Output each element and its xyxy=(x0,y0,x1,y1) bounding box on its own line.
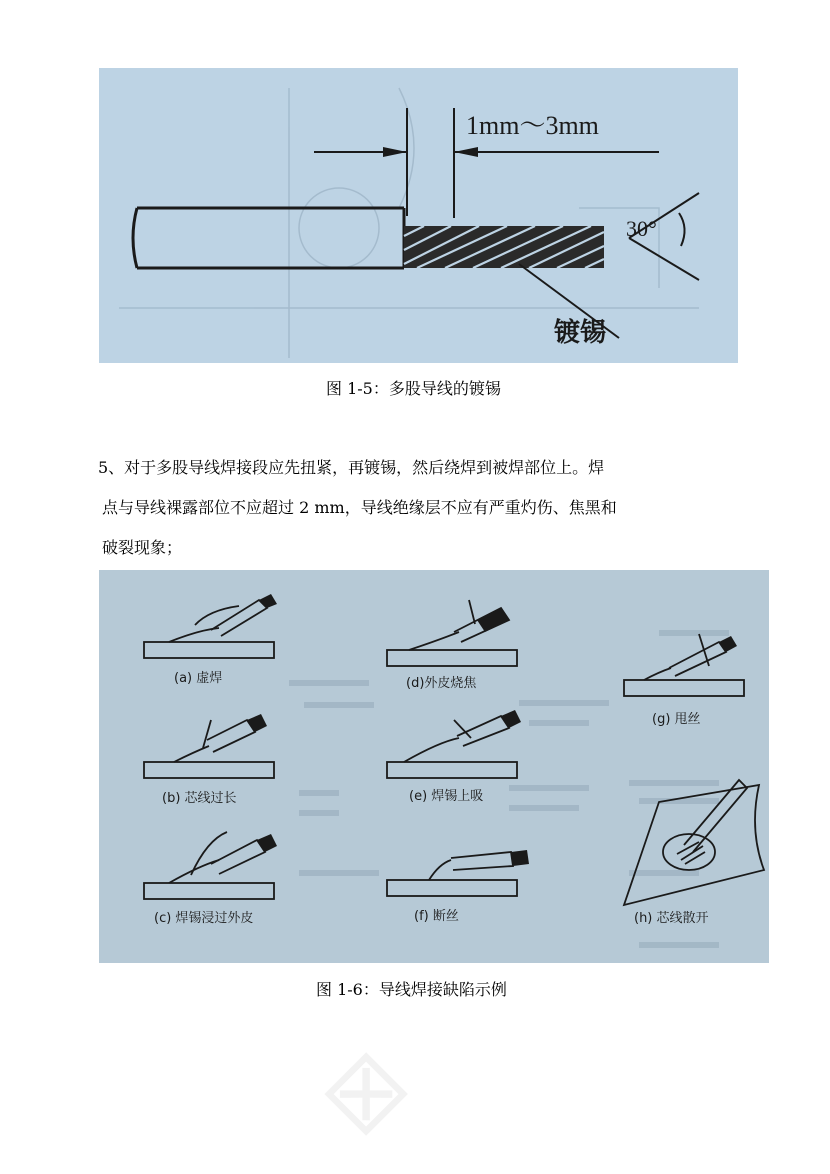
paragraph-line: 破裂现象； xyxy=(102,538,183,557)
panel-g-label: (g) 甩丝 xyxy=(652,712,701,727)
wire-tinning-diagram xyxy=(99,68,738,363)
watermark: ⊠ xyxy=(303,1028,432,1157)
panel-f-label: (f) 断丝 xyxy=(414,909,459,924)
angle-label: 30° xyxy=(626,216,657,241)
dimension-label: 1mm～3mm xyxy=(466,111,599,140)
paragraph-line: 点与导线裸露部位不应超过 2 mm，导线绝缘层不应有严重灼伤、焦黑和 xyxy=(102,498,617,517)
panel-d-label: (d)外皮烧焦 xyxy=(406,676,477,691)
welding-defects-diagram xyxy=(99,570,769,963)
panel-a-label: (a) 虚焊 xyxy=(174,671,223,686)
tin-label: 镀锡 xyxy=(554,318,607,348)
figure-1-5-caption: 图 1-5：多股导线的镀锡 xyxy=(326,379,501,398)
figure-1-6-caption: 图 1-6：导线焊接缺陷示例 xyxy=(316,980,507,999)
paragraph-line: 5、对于多股导线焊接段应先扭紧，再镀锡，然后绕焊到被焊部位上。焊 xyxy=(98,458,605,477)
panel-b-label: (b) 芯线过长 xyxy=(162,791,237,806)
panel-h-label: (h) 芯线散开 xyxy=(634,911,709,926)
welding-defects-figure xyxy=(99,570,769,963)
body-paragraph xyxy=(80,448,780,568)
panel-c-label: (c) 焊锡浸过外皮 xyxy=(154,911,254,926)
panel-e-label: (e) 焊锡上吸 xyxy=(409,789,484,804)
wire-tinning-figure xyxy=(99,68,738,363)
